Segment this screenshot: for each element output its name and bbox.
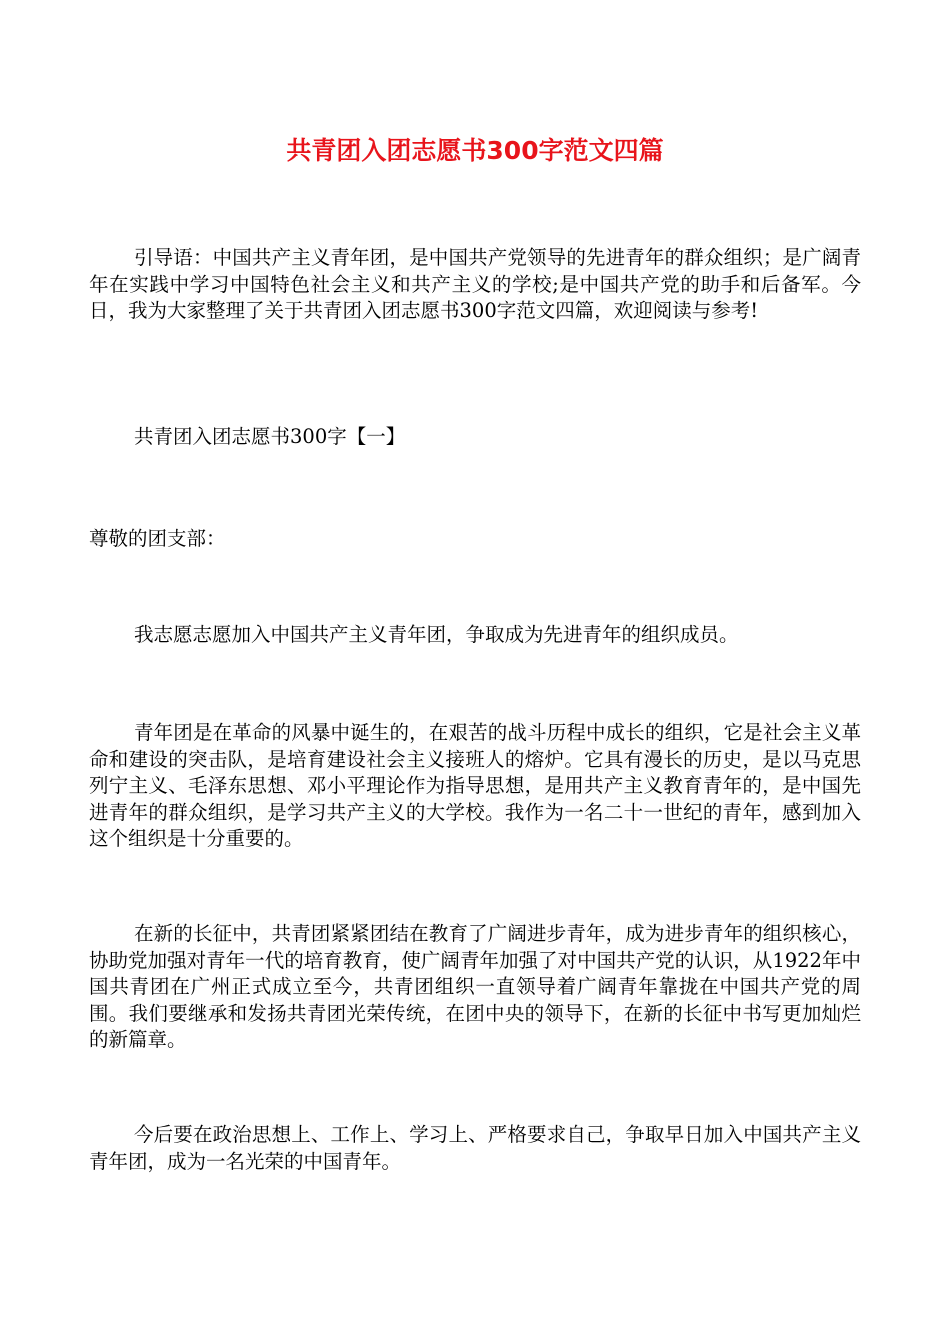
intro-paragraph: 引导语：中国共产主义青年团，是中国共产党领导的先进青年的群众组织；是广阔青年在实践中学习中国特色社会主义和共产主义的学校;是中国共产党的助手和后备军。今日，我为大家整理了关于共青团入团志愿书300字范文四篇，欢迎阅读与参考! bbox=[89, 246, 861, 322]
document-title: 共青团入团志愿书300字范文四篇 bbox=[286, 136, 664, 165]
body-paragraph-3: 在新的长征中，共青团紧紧团结在教育了广阔进步青年，成为进步青年的组织核心，协助党加强对青年一代的培育教育，使广阔青年加强了对中国共产党的认识，从1922年中国共青团在广州正式成立至今，共青团组织一直领导着广阔青年靠拢在中国共产党的周围。我们要继承和发扬共青团光荣传统，在团中央的领导下，在新的长征中书写更加灿烂的新篇章。 bbox=[89, 922, 861, 1051]
body-paragraph-1: 我志愿志愿加入中国共产主义青年团，争取成为先进青年的组织成员。 bbox=[134, 623, 739, 646]
body-paragraph-4: 今后要在政治思想上、工作上、学习上、严格要求自己，争取早日加入中国共产主义青年团，成为一名光荣的中国青年。 bbox=[89, 1123, 861, 1173]
body-paragraph-2: 青年团是在革命的风暴中诞生的，在艰苦的战斗历程中成长的组织，它是社会主义革命和建设的突击队，是培育建设社会主义接班人的熔炉。它具有漫长的历史，是以马克思列宁主义、毛泽东思想、邓小平理论作为指导思想，是用共产主义教育青年的，是中国先进青年的群众组织，是学习共产主义的大学校。我作为一名二十一世纪的青年，感到加入这个组织是十分重要的。 bbox=[89, 721, 861, 850]
section-heading: 共青团入团志愿书300字【一】 bbox=[134, 425, 406, 448]
salutation: 尊敬的团支部： bbox=[89, 527, 226, 550]
